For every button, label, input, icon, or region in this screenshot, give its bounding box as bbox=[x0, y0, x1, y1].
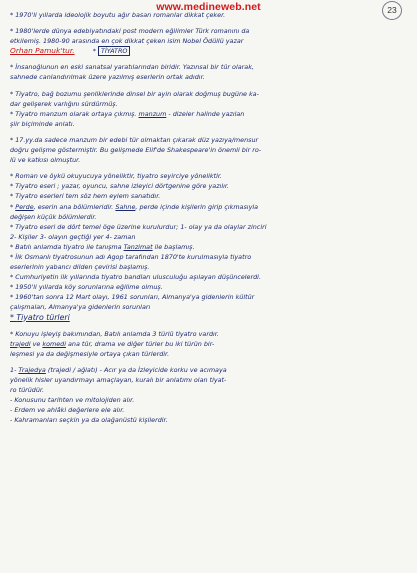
note-line: eserlerinin yabancı dilden çevirisi başlamış. bbox=[10, 263, 150, 272]
note-line: * İnsanoğlunun en eski sanatsal yaratılarından biridir. Yazınsal bir tür olarak, bbox=[10, 63, 254, 72]
note-line: * İlk Osmanlı tiyatrosunun adı Agop tarafından 1870'te kurulmasıyla tiyatro bbox=[10, 252, 252, 261]
text-part: , perde içinde kişilerin girip çıkmasıyla bbox=[135, 202, 259, 211]
tiyatro-turleri-heading: * Tiyatro türleri bbox=[10, 312, 70, 322]
note-line: * Tiyatro eserleri tem söz hem eylem sanatıdır. bbox=[10, 192, 161, 201]
note-line bbox=[10, 109, 406, 119]
note-line: 2- Kişiler 3- olayın geçtiği yer 4- zaman bbox=[10, 232, 136, 241]
note-line bbox=[10, 202, 406, 212]
note-line: leşmesi ya da değişmesiyle ortaya çıkan türlerdir. bbox=[10, 349, 170, 358]
note-line: - Erdem ve ahlâki değerlere ele alır. bbox=[10, 406, 125, 415]
page-number-circle: 23 bbox=[382, 1, 402, 20]
note-line: lü ve katkısı olmuştur. bbox=[10, 156, 81, 165]
site-watermark: www.medineweb.net bbox=[156, 1, 261, 13]
note-line: * 17.yy.da sadece manzum bir edebi tür olmaktan çıkarak düz yazıya/mensur bbox=[10, 135, 259, 144]
note-line-author bbox=[10, 46, 406, 56]
text-part: * bbox=[10, 202, 14, 211]
note-line bbox=[10, 339, 406, 349]
text-part: ana tür, drama ve diğer türler bu iki türün bir- bbox=[65, 339, 215, 348]
term-trajedya: Trajedya bbox=[18, 365, 46, 374]
text-part: ile başlamış. bbox=[154, 242, 195, 251]
text-part: (trajedi / ağlatı) - Acır ya da İzleyicide korku ve acımaya bbox=[47, 365, 227, 374]
term-sahne: Sahne bbox=[115, 202, 136, 211]
note-line: * 1950'li yıllarda köy sorunlarına eğilime olmuş. bbox=[10, 283, 163, 292]
text-part: * Tiyatro manzum olarak ortaya çıkmış. bbox=[10, 109, 137, 118]
note-line: * 1970'li yıllarda ideolojik boyutu ağır basan romanlar dikkat çeker. bbox=[10, 11, 226, 19]
note-line: dar gelişerek varlığını sürdürmüş. bbox=[10, 99, 118, 108]
notes-body bbox=[10, 10, 406, 425]
term-manzum: manzum bbox=[138, 109, 167, 118]
text-part: - dizeler halinde yazılan bbox=[168, 109, 245, 118]
term-perde: Perde bbox=[15, 202, 34, 211]
note-line: yönelik hisler uyandırmayı amaçlayan, kuralı bir anlatımı olan tiyat- bbox=[10, 376, 227, 384]
note-line: - Kahramanları seçkin ya da olağanüstü kişilerdir. bbox=[10, 416, 168, 425]
heading-text: Tiyatro türleri bbox=[16, 312, 70, 322]
author-name: Orhan Pamuk'tur. bbox=[10, 46, 75, 56]
note-line: * Tiyatro eseri de dört temel öge üzerine kurulurdur; 1- olay ya da olaylar zinciri bbox=[10, 222, 267, 231]
note-line: ro türüdür. bbox=[10, 386, 44, 395]
note-line: * Roman ve öykü okuyucuya yöneliktir, tiyatro seyirciye yöneliktir. bbox=[10, 172, 222, 181]
note-line: * 1960'tan sonra 12 Mart olayı, 1961 sorunları, Almanya'ya gidenlerin kültür bbox=[10, 293, 255, 302]
term-trajedi: trajedi bbox=[10, 339, 31, 348]
text-part: , eserin ana bölümleridir. bbox=[33, 202, 114, 211]
note-line bbox=[10, 242, 406, 252]
term-komedi: komedi bbox=[42, 339, 66, 348]
note-line: çalışmaları, Almanya'ya gidenlerin sorunları bbox=[10, 303, 151, 312]
note-line: değişen küçük bölümlerdir. bbox=[10, 212, 97, 221]
note-line: * 1980'lerde dünya edebiyatındaki post modern eğilimler Türk romanını da bbox=[10, 27, 250, 36]
note-line: * Tiyatro eseri ; yazar, oyuncu, sahne izleyici dörtgenine göre yazılır. bbox=[10, 182, 229, 191]
note-line: * Konuyu işleyiş bakımından, Batılı anlamda 3 türlü tiyatro vardır. bbox=[10, 329, 219, 338]
tiyatro-heading: TİYATRO bbox=[98, 46, 130, 56]
text-part: 1- bbox=[10, 365, 17, 374]
tiyatro-heading-wrapper: * TİYATRO bbox=[93, 47, 131, 55]
text-part: * Batılı anlamda tiyatro ile tanışma bbox=[10, 242, 122, 251]
note-line: sahnede canlandırılmak üzere yazılmış eserlerin ortak adıdır. bbox=[10, 73, 205, 82]
note-line: etkilemiş. 1980-90 arasında en çok dikkat çeken isim Nobel Ödüllü yazar bbox=[10, 37, 244, 46]
note-line: - Konusunu tarihten ve mitolojiden alır. bbox=[10, 396, 135, 405]
note-line: * Cumhuriyetin ilk yıllarında tiyatro bandları ulusculuğu aşılayan düşüncelerdi. bbox=[10, 273, 261, 282]
note-line: * Tiyatro, bağ bozumu şenliklerinde dinsel bir ayin olarak doğmuş bugüne ka- bbox=[10, 89, 259, 98]
note-line bbox=[10, 365, 406, 375]
term-tanzimat: Tanzimat bbox=[123, 242, 153, 251]
note-line: doğru gelişme göstermiştir. Bu gelişmede Elif'de Shakespeare'in önemli bir ro- bbox=[10, 146, 262, 155]
note-line: şiir biçiminde anlatı. bbox=[10, 119, 75, 128]
text-part: ve bbox=[30, 339, 43, 348]
